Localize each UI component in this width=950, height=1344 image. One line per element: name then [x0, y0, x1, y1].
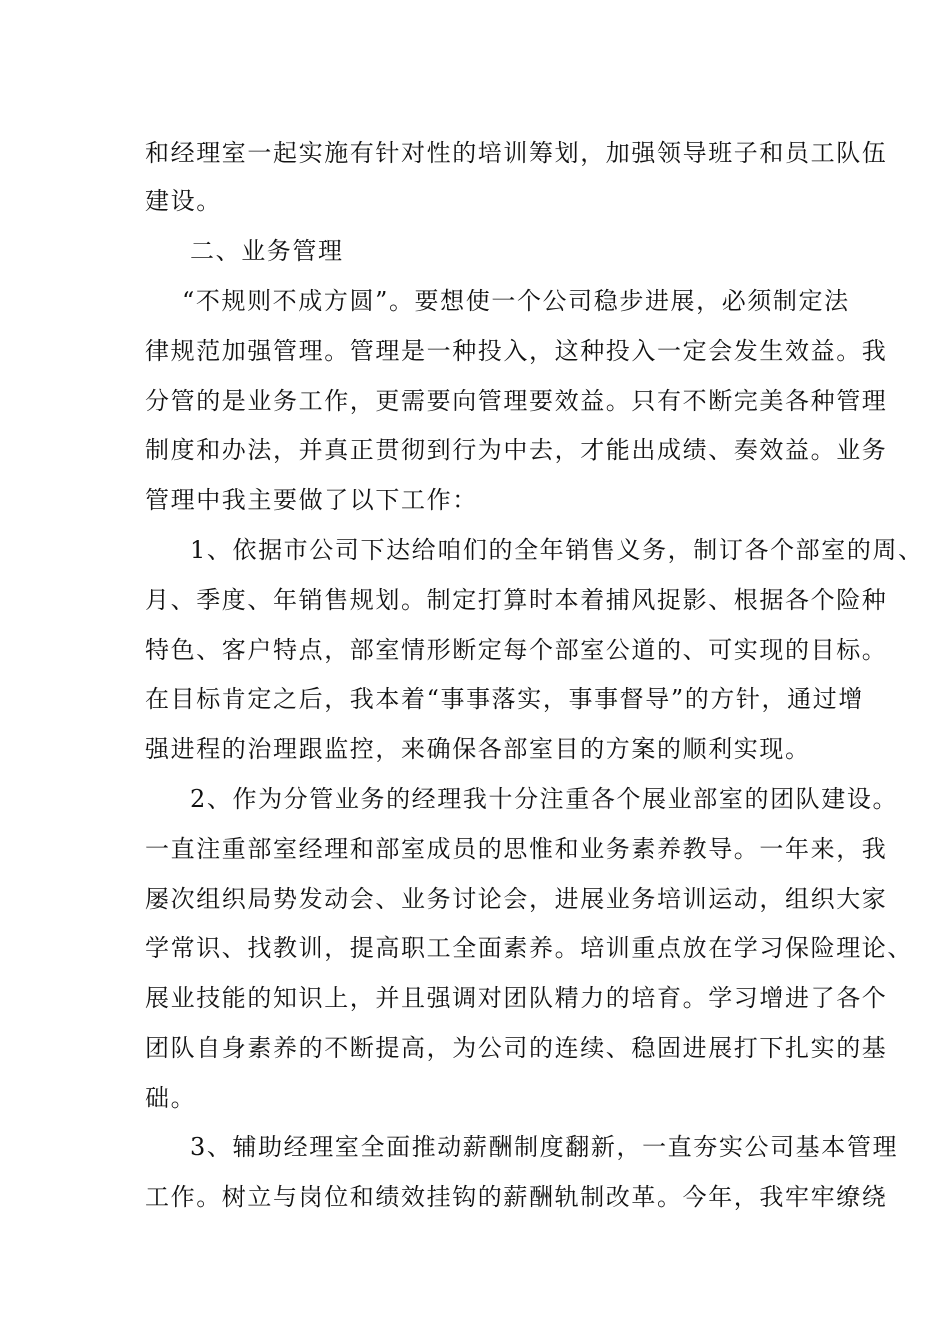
- text-line: 分管的是业务工作，更需要向管理要效益。只有不断完美各种管理: [145, 387, 888, 415]
- section-heading: 二、业务管理: [190, 237, 344, 265]
- text-line: 屡次组织局势发动会、业务讨论会，进展业务培训运动，组织大家: [145, 885, 888, 913]
- text-line: 3、辅助经理室全面推动薪酬制度翻新，一直夯实公司基本管理: [190, 1133, 899, 1161]
- text-line: 础。: [145, 1084, 197, 1112]
- text-line: 工作。树立与岗位和绩效挂钩的薪酬轨制改革。今年，我牢牢缭绕: [145, 1183, 888, 1211]
- text-line: 团队自身素养的不断提高，为公司的连续、稳固进展打下扎实的基: [145, 1034, 888, 1062]
- text-line: 律规范加强管理。管理是一种投入，这种投入一定会发生效益。我: [145, 337, 888, 365]
- text-line: 展业技能的知识上，并且强调对团队精力的培育。学习增进了各个: [145, 984, 888, 1012]
- text-line: 和经理室一起实施有针对性的培训筹划，加强领导班子和员工队伍: [145, 139, 888, 167]
- text-line: 1、依据市公司下达给咱们的全年销售义务，制订各个部室的周、: [190, 536, 924, 564]
- text-line: 特色、客户特点，部室情形断定每个部室公道的、可实现的目标。: [145, 636, 888, 664]
- text-line: 强进程的治理跟监控，来确保各部室目的方案的顺利实现。: [145, 735, 811, 763]
- text-line: 制度和办法，并真正贯彻到行为中去，才能出成绩、奏效益。业务: [145, 436, 888, 464]
- text-line: 建设。: [145, 187, 222, 215]
- text-line: “不规则不成方圆”。要想使一个公司稳步进展，必须制定法: [182, 287, 850, 315]
- text-line: 在目标肯定之后，我本着“事事落实，事事督导”的方针，通过增: [145, 685, 864, 713]
- text-line: 学常识、找教训，提高职工全面素养。培训重点放在学习保险理论、: [145, 934, 913, 962]
- text-line: 管理中我主要做了以下工作：: [145, 486, 478, 514]
- text-line: 2、作为分管业务的经理我十分注重各个展业部室的团队建设。: [190, 785, 899, 813]
- text-line: 一直注重部室经理和部室成员的思惟和业务素养教导。一年来，我: [145, 835, 888, 863]
- text-line: 月、季度、年销售规划。制定打算时本着捕风捉影、根据各个险种: [145, 586, 888, 614]
